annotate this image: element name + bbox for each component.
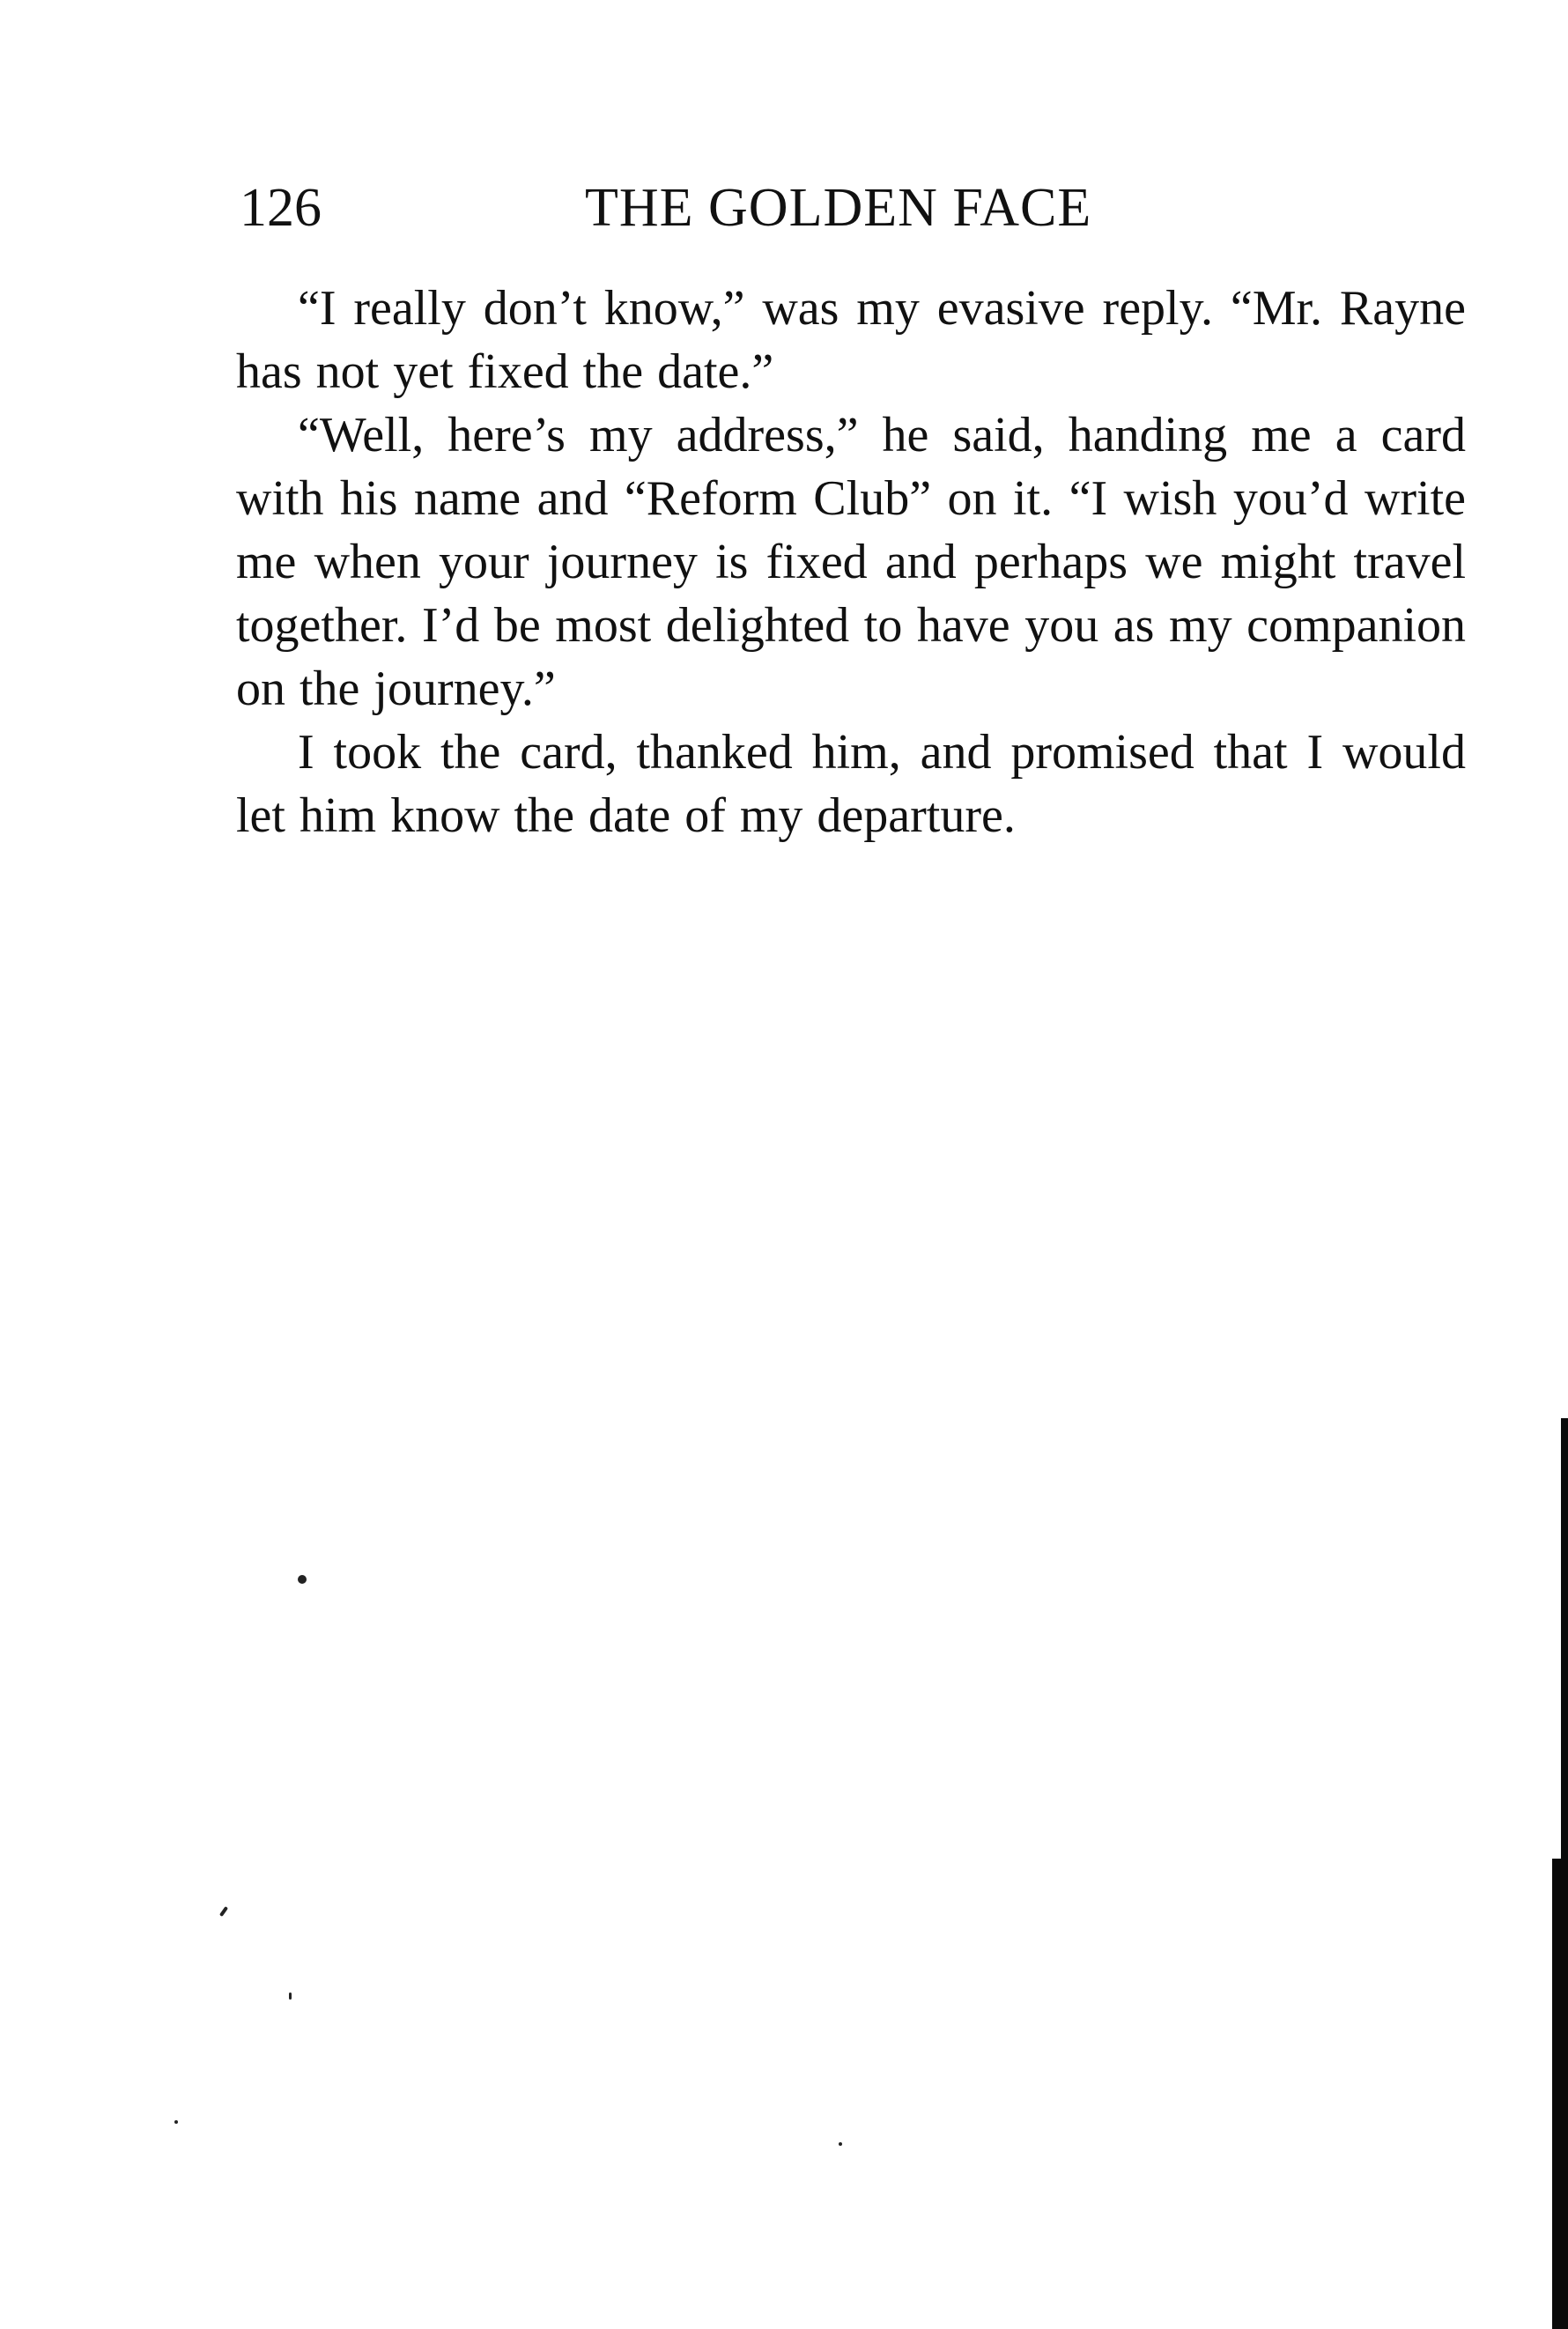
page-edge-shadow: [1561, 1418, 1568, 1859]
body-text: [236, 277, 1466, 847]
ink-speck: [219, 1906, 228, 1917]
paragraph: “I really don’t know,” was my evasive reply. “Mr. Rayne has not yet fixed the date.”: [236, 281, 1466, 399]
ink-speck: [839, 2142, 842, 2146]
page-edge-shadow: [1552, 1859, 1568, 2329]
paragraph: “Well, here’s my address,” he said, handing me a card with his name and “Reform Club” on it. “I wish you’d write me when your journey is fixed and perhaps we might travel together. I’d be most delighted to have you as my companion on the journey.”: [236, 408, 1466, 716]
ink-speck: [289, 1993, 292, 2000]
paragraph: I took the card, thanked him, and promised that I would let him know the date of my departure.: [236, 725, 1466, 843]
page-number: 126: [240, 178, 322, 238]
ink-speck: [174, 2120, 178, 2124]
ink-speck: [298, 1575, 307, 1584]
running-title: THE GOLDEN FACE: [585, 178, 1092, 238]
running-head: [240, 173, 1466, 243]
